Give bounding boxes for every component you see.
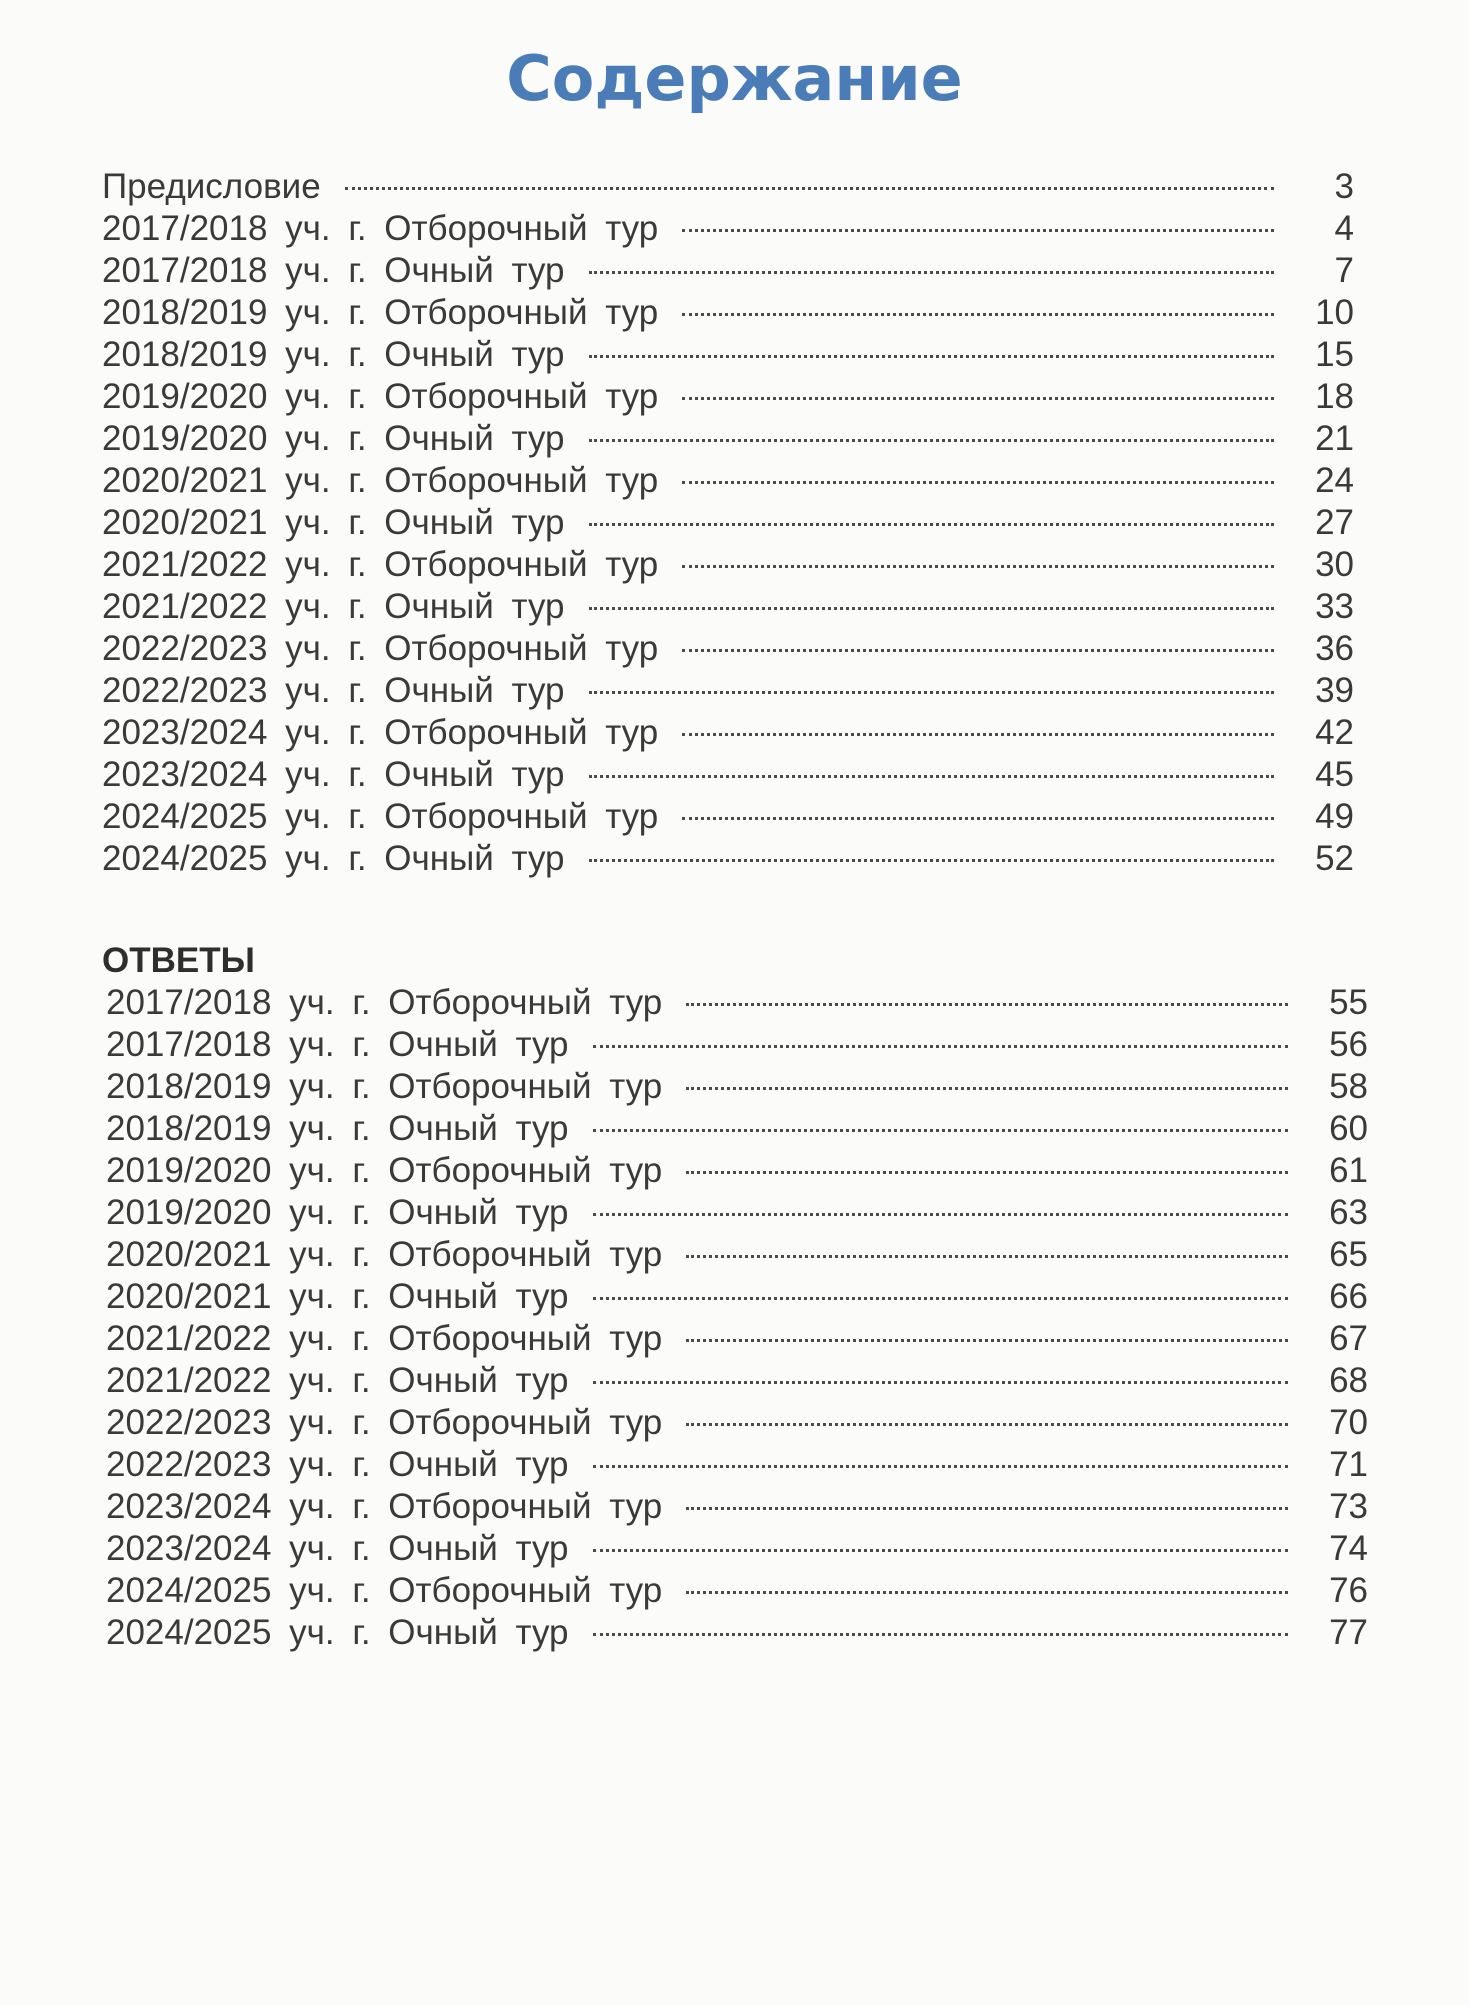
toc-entry-title: 2017/2018 уч. г. Отборочный тур bbox=[102, 209, 659, 248]
toc-entry bbox=[106, 1360, 1368, 1402]
toc-entry bbox=[102, 460, 1354, 502]
dot-leader bbox=[686, 1255, 1288, 1258]
toc-entry-title: 2021/2022 уч. г. Отборочный тур bbox=[102, 545, 659, 584]
dot-leader bbox=[682, 229, 1274, 232]
answers-list bbox=[106, 982, 1368, 1654]
toc-entry bbox=[102, 712, 1354, 754]
toc-entry bbox=[102, 544, 1354, 586]
dot-leader bbox=[593, 1549, 1288, 1552]
toc-entry-page-number: 33 bbox=[1315, 587, 1354, 626]
toc-entry-title: 2020/2021 уч. г. Отборочный тур bbox=[106, 1235, 663, 1274]
toc-entry-title: 2023/2024 уч. г. Очный тур bbox=[102, 755, 565, 794]
toc-entry-title: 2024/2025 уч. г. Отборочный тур bbox=[106, 1571, 663, 1610]
toc-entry-title: 2019/2020 уч. г. Очный тур bbox=[102, 419, 565, 458]
dot-leader bbox=[589, 439, 1274, 442]
toc-entry bbox=[102, 166, 1354, 208]
toc-entry-page-number: 67 bbox=[1329, 1319, 1368, 1358]
toc-entry-title: 2017/2018 уч. г. Отборочный тур bbox=[106, 983, 663, 1022]
toc-entry-page-number: 45 bbox=[1315, 755, 1354, 794]
toc-entry bbox=[102, 586, 1354, 628]
toc-entry-title: 2022/2023 уч. г. Очный тур bbox=[106, 1445, 569, 1484]
toc-entry-title: 2024/2025 уч. г. Очный тур bbox=[106, 1613, 569, 1652]
toc-entry bbox=[106, 1570, 1368, 1612]
toc-entry-page-number: 24 bbox=[1315, 461, 1354, 500]
toc-entry-page-number: 52 bbox=[1315, 839, 1354, 878]
toc-entry bbox=[102, 670, 1354, 712]
toc-entry-title: 2017/2018 уч. г. Очный тур bbox=[102, 251, 565, 290]
toc-entry-page-number: 65 bbox=[1329, 1235, 1368, 1274]
toc-entry bbox=[102, 250, 1354, 292]
dot-leader bbox=[589, 775, 1274, 778]
answers-heading: ОТВЕТЫ bbox=[102, 941, 255, 980]
toc-entry-page-number: 56 bbox=[1329, 1025, 1368, 1064]
toc-entry bbox=[102, 796, 1354, 838]
toc-entry-title: 2018/2019 уч. г. Очный тур bbox=[106, 1109, 569, 1148]
toc-entry bbox=[106, 982, 1368, 1024]
toc-entry bbox=[106, 1150, 1368, 1192]
toc-entry-title: 2020/2021 уч. г. Очный тур bbox=[106, 1277, 569, 1316]
toc-entry-title: 2024/2025 уч. г. Очный тур bbox=[102, 839, 565, 878]
toc-entry-page-number: 4 bbox=[1334, 209, 1354, 248]
toc-entry-page-number: 76 bbox=[1329, 1571, 1368, 1610]
toc-entry-page-number: 3 bbox=[1334, 167, 1354, 206]
dot-leader bbox=[682, 397, 1274, 400]
toc-entry bbox=[106, 1192, 1368, 1234]
dot-leader bbox=[682, 649, 1274, 652]
toc-entry-title: 2021/2022 уч. г. Отборочный тур bbox=[106, 1319, 663, 1358]
toc-entry bbox=[102, 502, 1354, 544]
toc-entry-page-number: 63 bbox=[1329, 1193, 1368, 1232]
dot-leader bbox=[589, 691, 1274, 694]
toc-entry bbox=[106, 1024, 1368, 1066]
page-title: Содержание bbox=[506, 42, 963, 115]
toc-entry bbox=[106, 1108, 1368, 1150]
dot-leader bbox=[682, 481, 1274, 484]
toc-entry bbox=[106, 1066, 1368, 1108]
toc-entry-title: Предисловие bbox=[102, 167, 321, 206]
toc-entry-page-number: 77 bbox=[1329, 1613, 1368, 1652]
contents-list bbox=[102, 166, 1354, 880]
toc-entry-title: 2022/2023 уч. г. Отборочный тур bbox=[106, 1403, 663, 1442]
toc-entry-title: 2020/2021 уч. г. Отборочный тур bbox=[102, 461, 659, 500]
dot-leader bbox=[589, 607, 1274, 610]
toc-entry bbox=[106, 1234, 1368, 1276]
toc-entry-title: 2018/2019 уч. г. Отборочный тур bbox=[102, 293, 659, 332]
toc-entry-page-number: 61 bbox=[1329, 1151, 1368, 1190]
toc-entry-page-number: 74 bbox=[1329, 1529, 1368, 1568]
toc-entry bbox=[102, 838, 1354, 880]
toc-entry-page-number: 30 bbox=[1315, 545, 1354, 584]
toc-entry-title: 2021/2022 уч. г. Очный тур bbox=[102, 587, 565, 626]
dot-leader bbox=[593, 1633, 1288, 1636]
dot-leader bbox=[682, 313, 1274, 316]
toc-entry-title: 2018/2019 уч. г. Очный тур bbox=[102, 335, 565, 374]
toc-entry-title: 2023/2024 уч. г. Очный тур bbox=[106, 1529, 569, 1568]
toc-entry-page-number: 39 bbox=[1315, 671, 1354, 710]
dot-leader bbox=[682, 817, 1274, 820]
toc-entry bbox=[106, 1276, 1368, 1318]
toc-entry-page-number: 15 bbox=[1315, 335, 1354, 374]
toc-entry-title: 2022/2023 уч. г. Очный тур bbox=[102, 671, 565, 710]
toc-entry-page-number: 49 bbox=[1315, 797, 1354, 836]
toc-entry bbox=[106, 1444, 1368, 1486]
dot-leader bbox=[593, 1381, 1288, 1384]
toc-entry-page-number: 27 bbox=[1315, 503, 1354, 542]
toc-entry bbox=[102, 754, 1354, 796]
toc-entry-page-number: 60 bbox=[1329, 1109, 1368, 1148]
toc-entry-title: 2022/2023 уч. г. Отборочный тур bbox=[102, 629, 659, 668]
toc-entry-title: 2020/2021 уч. г. Очный тур bbox=[102, 503, 565, 542]
dot-leader bbox=[682, 733, 1274, 736]
dot-leader bbox=[686, 1087, 1288, 1090]
toc-entry-title: 2023/2024 уч. г. Отборочный тур bbox=[106, 1487, 663, 1526]
dot-leader bbox=[345, 187, 1274, 190]
dot-leader bbox=[593, 1465, 1288, 1468]
dot-leader bbox=[589, 271, 1274, 274]
toc-entry bbox=[106, 1486, 1368, 1528]
toc-entry-page-number: 73 bbox=[1329, 1487, 1368, 1526]
dot-leader bbox=[593, 1129, 1288, 1132]
toc-entry-page-number: 18 bbox=[1315, 377, 1354, 416]
toc-entry bbox=[102, 334, 1354, 376]
toc-entry-page-number: 71 bbox=[1329, 1445, 1368, 1484]
toc-entry-page-number: 10 bbox=[1315, 293, 1354, 332]
toc-entry-page-number: 21 bbox=[1315, 419, 1354, 458]
dot-leader bbox=[686, 1591, 1288, 1594]
dot-leader bbox=[589, 859, 1274, 862]
table-of-contents bbox=[102, 166, 1368, 1654]
toc-entry bbox=[102, 628, 1354, 670]
toc-entry-page-number: 36 bbox=[1315, 629, 1354, 668]
dot-leader bbox=[593, 1297, 1288, 1300]
toc-entry-title: 2024/2025 уч. г. Отборочный тур bbox=[102, 797, 659, 836]
toc-entry-title: 2017/2018 уч. г. Очный тур bbox=[106, 1025, 569, 1064]
dot-leader bbox=[593, 1045, 1288, 1048]
dot-leader bbox=[589, 355, 1274, 358]
toc-entry-title: 2019/2020 уч. г. Отборочный тур bbox=[106, 1151, 663, 1190]
toc-entry-page-number: 7 bbox=[1334, 251, 1354, 290]
dot-leader bbox=[686, 1171, 1288, 1174]
toc-entry-page-number: 58 bbox=[1329, 1067, 1368, 1106]
toc-entry-title: 2018/2019 уч. г. Отборочный тур bbox=[106, 1067, 663, 1106]
toc-entry-page-number: 70 bbox=[1329, 1403, 1368, 1442]
toc-entry bbox=[102, 376, 1354, 418]
dot-leader bbox=[686, 1423, 1288, 1426]
dot-leader bbox=[589, 523, 1274, 526]
toc-entry-title: 2023/2024 уч. г. Отборочный тур bbox=[102, 713, 659, 752]
toc-entry-page-number: 42 bbox=[1315, 713, 1354, 752]
dot-leader bbox=[682, 565, 1274, 568]
dot-leader bbox=[686, 1339, 1288, 1342]
toc-entry-page-number: 66 bbox=[1329, 1277, 1368, 1316]
toc-entry-title: 2019/2020 уч. г. Очный тур bbox=[106, 1193, 569, 1232]
toc-entry bbox=[102, 208, 1354, 250]
toc-entry-title: 2021/2022 уч. г. Очный тур bbox=[106, 1361, 569, 1400]
dot-leader bbox=[593, 1213, 1288, 1216]
toc-entry bbox=[106, 1528, 1368, 1570]
toc-entry bbox=[102, 292, 1354, 334]
toc-entry bbox=[106, 1318, 1368, 1360]
toc-entry bbox=[106, 1402, 1368, 1444]
dot-leader bbox=[686, 1507, 1288, 1510]
toc-entry-page-number: 55 bbox=[1329, 983, 1368, 1022]
toc-entry-title: 2019/2020 уч. г. Отборочный тур bbox=[102, 377, 659, 416]
toc-entry bbox=[106, 1612, 1368, 1654]
toc-entry bbox=[102, 418, 1354, 460]
toc-entry-page-number: 68 bbox=[1329, 1361, 1368, 1400]
dot-leader bbox=[686, 1003, 1288, 1006]
